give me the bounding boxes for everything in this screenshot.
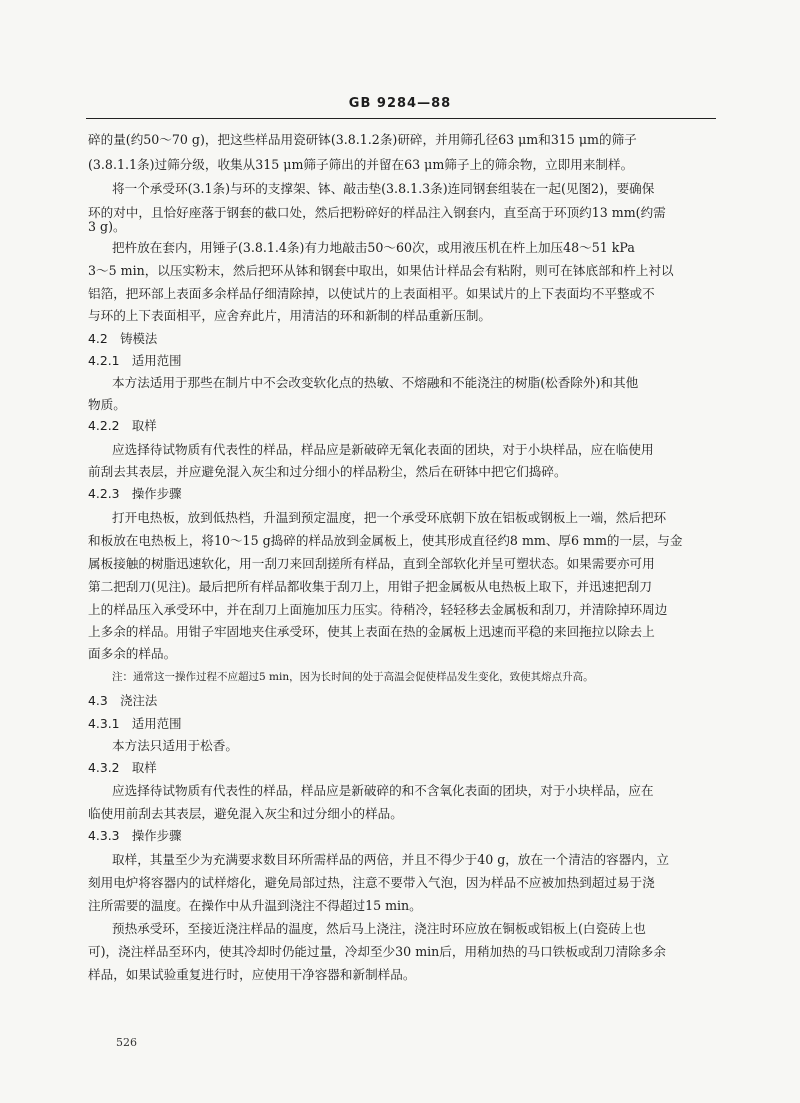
text-line: 上的样品压入承受环中，并在刮刀上面施加压力压实。待稍冷，轻轻移去金属板和刮刀，并清除掉环周边 bbox=[88, 602, 668, 617]
text-line: 3 g)。 bbox=[88, 219, 126, 234]
subsection-heading-4-3-3: 4.3.3 操作步骤 bbox=[88, 828, 182, 843]
text-line: 物质。 bbox=[88, 397, 126, 412]
subsection-heading-4-2-3: 4.2.3 操作步骤 bbox=[88, 486, 182, 501]
text-line: 应选择待试物质有代表性的样品，样品应是新破碎的和不含氧化表面的团块，对于小块样品，应在 bbox=[112, 783, 654, 798]
text-line: 刻用电炉将容器内的试样熔化，避免局部过热，注意不要带入气泡，因为样品不应被加热到超过易于浇 bbox=[88, 875, 655, 890]
section-heading-4-3: 4.3 浇注法 bbox=[88, 693, 158, 708]
text-line: 前刮去其表层，并应避免混入灰尘和过分细小的样品粉尘，然后在研钵中把它们捣碎。 bbox=[88, 464, 567, 479]
text-line: 碎的量(约50～70 g)，把这些样品用瓷研钵(3.8.1.2条)研碎，并用筛孔径63 μm和315 μm的筛子 bbox=[88, 132, 637, 147]
text-line: 和板放在电热板上，将10～15 g捣碎的样品放到金属板上，使其形成直径约8 mm、厚6 mm的一层，与金 bbox=[88, 533, 683, 548]
text-line: 把杵放在套内，用锤子(3.8.1.4条)有力地敲击50～60次，或用液压机在杵上加压48～51 kPa bbox=[112, 240, 635, 255]
text-line: 样品，如果试验重复进行时，应使用干净容器和新制样品。 bbox=[88, 967, 416, 982]
text-line: 环的对中，且恰好座落于钢套的截口处，然后把粉碎好的样品注入钢套内，直至高于环顶约13 mm(约需 bbox=[88, 205, 666, 220]
subsection-heading-4-3-2: 4.3.2 取样 bbox=[88, 760, 157, 775]
text-line: 上多余的样品。用钳子牢固地夹住承受环，使其上表面在热的金属板上迅速而平稳的来回拖拉以除去上 bbox=[88, 624, 655, 639]
text-line: 属板接触的树脂迅速软化，用一刮刀来回刮搓所有样品，直到全部软化并呈可塑状态。如果需要亦可用 bbox=[88, 556, 655, 571]
text-line: 预热承受环，至接近浇注样品的温度，然后马上浇注，浇注时环应放在铜板或铝板上(白瓷砖上也 bbox=[112, 921, 646, 936]
text-line: 第二把刮刀(见注)。最后把所有样品都收集于刮刀上，用钳子把金属板从电热板上取下，并迅速把刮刀 bbox=[88, 579, 652, 594]
text-line: (3.8.1.1条)过筛分级，收集从315 μm筛子筛出的并留在63 μm筛子上的筛余物，立即用来制样。 bbox=[88, 157, 634, 172]
text-line: 打开电热板，放到低热档，升温到预定温度，把一个承受环底朝下放在铝板或钢板上一端，然后把环 bbox=[112, 510, 667, 525]
note-line: 注：通常这一操作过程不应超过5 min，因为长时间的处于高温会促使样品发生变化，致使其熔点升高。 bbox=[112, 671, 594, 683]
text-line: 将一个承受环(3.1条)与环的支撑架、钵、敲击垫(3.8.1.3条)连同钢套组装在一起(见图2)，要确保 bbox=[112, 181, 655, 196]
text-line: 与环的上下表面相平，应舍弃此片，用清洁的环和新制的样品重新压制。 bbox=[88, 308, 491, 323]
text-line: 3～5 min，以压实粉末，然后把环从钵和钢套中取出，如果估计样品会有粘附，则可在钵底部和杵上衬以 bbox=[88, 263, 674, 278]
text-line: 本方法只适用于松香。 bbox=[112, 738, 238, 753]
standard-header: GB 9284—88 bbox=[348, 96, 452, 111]
text-line: 面多余的样品。 bbox=[88, 646, 177, 661]
header-rule bbox=[86, 118, 716, 119]
text-line: 本方法适用于那些在制片中不会改变软化点的热敏、不熔融和不能浇注的树脂(松香除外)和其他 bbox=[112, 375, 639, 390]
subsection-heading-4-2-1: 4.2.1 适用范围 bbox=[88, 353, 182, 368]
section-heading-4-2: 4.2 铸模法 bbox=[88, 331, 158, 346]
subsection-heading-4-3-1: 4.3.1 适用范围 bbox=[88, 716, 182, 731]
page-number: 526 bbox=[116, 1036, 137, 1049]
subsection-heading-4-2-2: 4.2.2 取样 bbox=[88, 418, 157, 433]
text-line: 注所需要的温度。在操作中从升温到浇注不得超过15 min。 bbox=[88, 898, 422, 913]
text-line: 临使用前刮去其表层，避免混入灰尘和过分细小的样品。 bbox=[88, 806, 403, 821]
text-line: 可)，浇注样品至环内，使其冷却时仍能过量，冷却至少30 min后，用稍加热的马口铁板或刮刀清除多余 bbox=[88, 944, 666, 959]
text-line: 应选择待试物质有代表性的样品，样品应是新破碎无氧化表面的团块，对于小块样品，应在临使用 bbox=[112, 442, 654, 457]
text-line: 取样，其量至少为充满要求数目环所需样品的两倍，并且不得少于40 g，放在一个清洁的容器内，立 bbox=[112, 852, 670, 867]
text-line: 铝箔，把环部上表面多余样品仔细清除掉，以使试片的上表面相平。如果试片的上下表面均不平整或不 bbox=[88, 286, 655, 301]
